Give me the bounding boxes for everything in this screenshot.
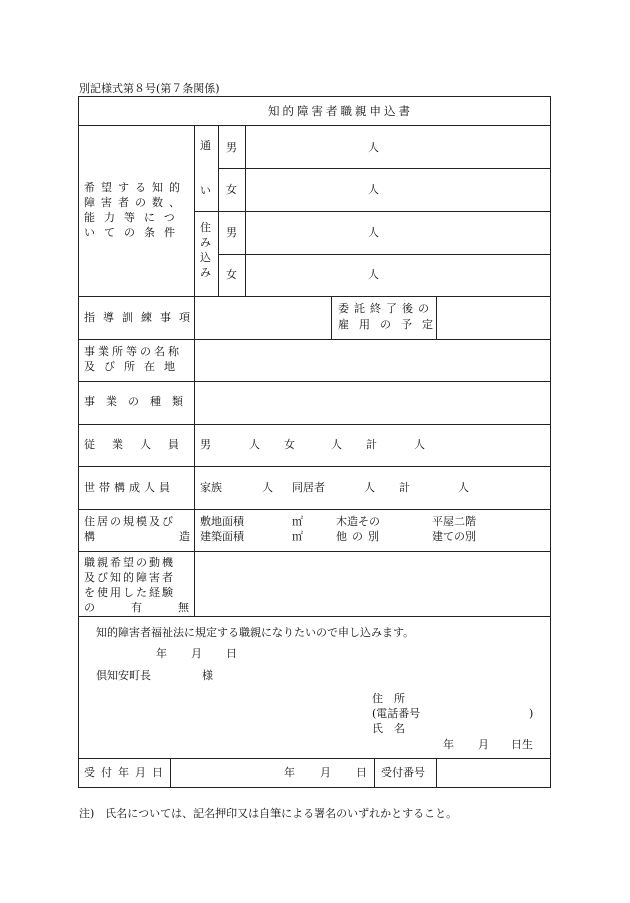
other-class-label: 他の別 [336,530,384,543]
receipt-day: 日 [356,766,367,779]
phone-label: (電話番号 [372,707,421,720]
household-total: 計 [399,481,410,494]
table-line [78,787,551,788]
motive-label-part: 無 [178,601,189,614]
motive-label: を使用した経験 [84,586,175,599]
residence-label: 住居の規模及び [84,515,175,528]
table-line [78,509,551,510]
employees-total: 計 [366,438,377,451]
person-unit: 人 [368,226,379,239]
addressee-honorific: 様 [202,669,213,682]
table-line [78,96,79,788]
employees-female: 女 [284,438,295,451]
table-line [78,424,551,425]
table-line [374,758,375,787]
declaration-text: 知的障害者福祉法に規定する職親になりたいので申し込みます。 [96,626,415,639]
live-in-label: み [200,266,211,279]
commute-label: 通 [200,139,211,152]
business-location-field[interactable] [195,340,549,381]
table-line [331,296,332,339]
addressee: 倶知安町長 [96,669,151,682]
declaration-month: 月 [191,647,202,660]
phone-close-paren: ) [529,707,534,720]
employees-unit: 人 [414,438,425,451]
household-label: 世帯構成人員 [84,481,174,494]
receipt-year: 年 [284,766,295,779]
employment-plan-label: 委託終了後の [338,302,434,315]
motive-label-part: の [84,601,95,614]
employment-plan-field[interactable] [437,297,549,339]
address-field[interactable] [412,689,544,705]
person-unit: 人 [368,141,379,154]
training-field[interactable] [195,297,331,339]
conditions-label-line: 能力等につ [84,211,184,224]
sqm-unit: ㎡ [292,530,303,543]
commute-label: い [200,184,211,197]
person-unit: 人 [368,268,379,281]
name-label: 氏 名 [372,722,405,735]
employees-unit: 人 [331,438,342,451]
live-in-male-field[interactable] [246,212,549,254]
person-unit: 人 [368,183,379,196]
residence-label-part: 構 [84,530,95,543]
building-area-label: 建築面積 [200,530,244,543]
receipt-number-label: 受付番号 [381,766,425,779]
motive-label-experience [84,602,189,613]
flat-two-label: 平屋二階 [432,515,476,528]
live-in-label: 込 [200,251,211,264]
conditions-label-line: 希望する知的 [84,181,186,194]
household-cohabitant: 同居者 [292,481,325,494]
receipt-date-label: 受付年月日 [84,766,169,779]
table-line [78,466,551,467]
employees-unit: 人 [249,438,260,451]
business-type-label: 事業の種類 [84,395,194,408]
live-in-female-field[interactable] [246,255,549,296]
motive-label-part: 有 [131,601,142,614]
live-in-male-label: 男 [226,226,237,239]
motive-field[interactable] [195,552,549,616]
household-family: 家族 [200,481,222,494]
residence-label-part: 造 [179,530,190,543]
household-unit: 人 [364,481,375,494]
business-type-field[interactable] [195,382,549,424]
birth-year: 年 [443,738,454,751]
commute-female-label: 女 [226,183,237,196]
table-line [170,758,171,787]
declaration-year: 年 [156,647,167,660]
live-in-female-label: 女 [226,268,237,281]
declaration-day: 日 [226,647,237,660]
business-location-label: 及び所在地 [84,360,184,373]
receipt-number-field[interactable] [437,759,549,787]
name-field[interactable] [412,719,544,735]
form-number: 別記様式第８号(第７条関係) [79,82,220,95]
wooden-label: 木造その [336,515,380,528]
footnote: 注) 氏名については、記名押印又は自筆による署名のいずれかとすること。 [79,807,458,820]
employees-male: 男 [200,438,211,451]
table-line [78,96,551,97]
birth-day: 日生 [511,738,533,751]
employment-plan-label: 雇用の予定 [338,318,443,331]
commute-male-field[interactable] [246,126,549,168]
commute-male-label: 男 [226,141,237,154]
conditions-label-line: 障害者の数、 [84,196,186,209]
phone-field[interactable] [428,704,526,720]
address-label: 住 所 [372,692,405,705]
household-unit: 人 [458,481,469,494]
employees-label: 従業人員 [84,438,196,451]
sqm-unit: ㎡ [292,515,303,528]
conditions-label-line: いての条件 [84,226,184,239]
form-title: 知的障害者職親申込書 [268,104,413,118]
birth-month: 月 [478,738,489,751]
table-line [550,96,551,788]
receipt-month: 月 [320,766,331,779]
building-class-label: 建ての別 [432,530,476,543]
table-line [78,616,551,617]
business-location-label: 事業所等の名称 [84,345,182,358]
household-unit: 人 [262,481,273,494]
site-area-label: 敷地面積 [200,515,244,528]
residence-label-structure [84,531,190,542]
commute-female-field[interactable] [246,169,549,211]
table-line [218,125,219,296]
training-label: 指導訓練事項 [84,311,198,324]
motive-label: 及び知的障害者 [84,571,175,584]
live-in-label: 住 [200,221,211,234]
motive-label: 職親希望の動機 [84,556,175,569]
live-in-label: み [200,236,211,249]
